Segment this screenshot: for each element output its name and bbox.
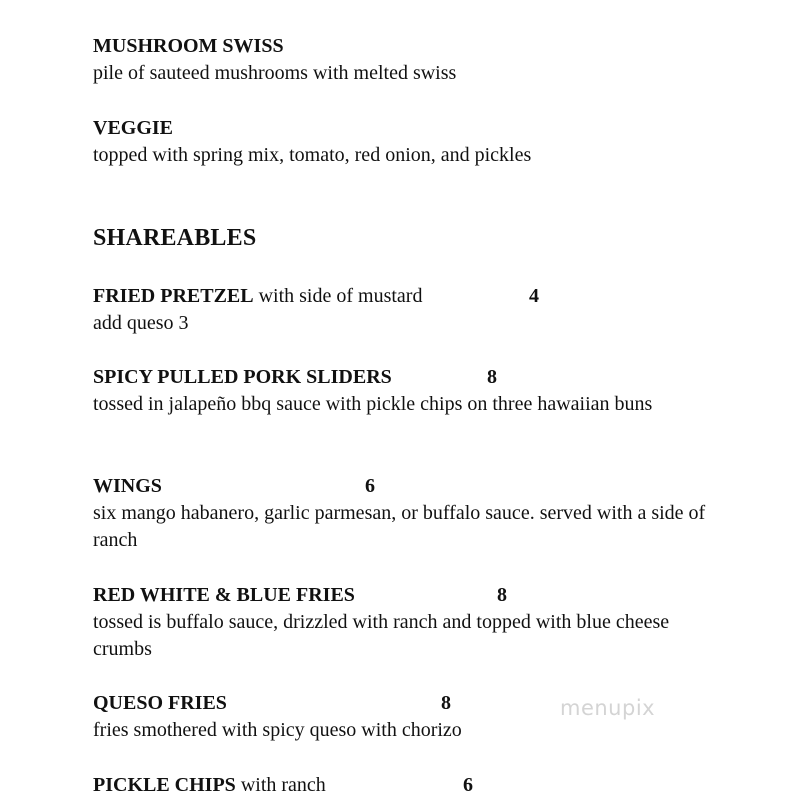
item-name-line — [93, 115, 753, 142]
item-description: pile of sauteed mushrooms with melted swiss — [93, 62, 457, 84]
item-name-suffix: with side of mustard — [253, 285, 423, 307]
item-name-line — [93, 33, 753, 60]
item-name: FRIED PRETZEL — [93, 285, 254, 307]
item-price: 8 — [487, 366, 497, 388]
menu-item-mushroom-swiss — [93, 33, 753, 87]
menu-item-pickle-chips — [93, 772, 753, 792]
item-name: RED WHITE & BLUE FRIES — [93, 584, 355, 606]
item-name-line — [93, 582, 753, 609]
item-price: 6 — [463, 774, 473, 792]
item-description: tossed is buffalo sauce, drizzled with ranch and topped with blue cheese crumbs — [93, 611, 670, 660]
item-name: SPICY PULLED PORK SLIDERS — [93, 366, 392, 388]
item-description: topped with spring mix, tomato, red onion, and pickles — [93, 144, 532, 166]
item-description: fries smothered with spicy queso with chorizo — [93, 719, 462, 741]
menu-item-veggie — [93, 115, 753, 169]
item-name: QUESO FRIES — [93, 692, 227, 714]
menupix-watermark: menupix — [560, 696, 656, 720]
item-name: PICKLE CHIPS — [93, 774, 236, 792]
item-name: MUSHROOM SWISS — [93, 35, 284, 57]
item-name-line — [93, 473, 753, 500]
menu-item-spicy-pulled-pork-sliders — [93, 364, 753, 418]
item-price: 4 — [529, 285, 539, 307]
menu-item-wings — [93, 473, 753, 554]
item-description: add queso 3 — [93, 312, 189, 334]
item-name-line — [93, 364, 753, 391]
item-name: WINGS — [93, 475, 162, 497]
item-description: tossed in jalapeño bbq sauce with pickle chips on three hawaiian buns — [93, 393, 653, 415]
item-price: 8 — [441, 692, 451, 714]
item-price: 6 — [365, 475, 375, 497]
section-title-shareables: SHAREABLES — [93, 225, 257, 251]
item-price: 8 — [497, 584, 507, 606]
item-name-line — [93, 283, 753, 310]
item-description: six mango habanero, garlic parmesan, or buffalo sauce. served with a side of ranch — [93, 502, 706, 551]
item-name-suffix: with ranch — [235, 774, 326, 792]
menu-item-red-white-blue-fries — [93, 582, 753, 663]
item-name: VEGGIE — [93, 117, 174, 139]
menu-item-fried-pretzel — [93, 283, 753, 337]
item-name-line — [93, 772, 753, 792]
